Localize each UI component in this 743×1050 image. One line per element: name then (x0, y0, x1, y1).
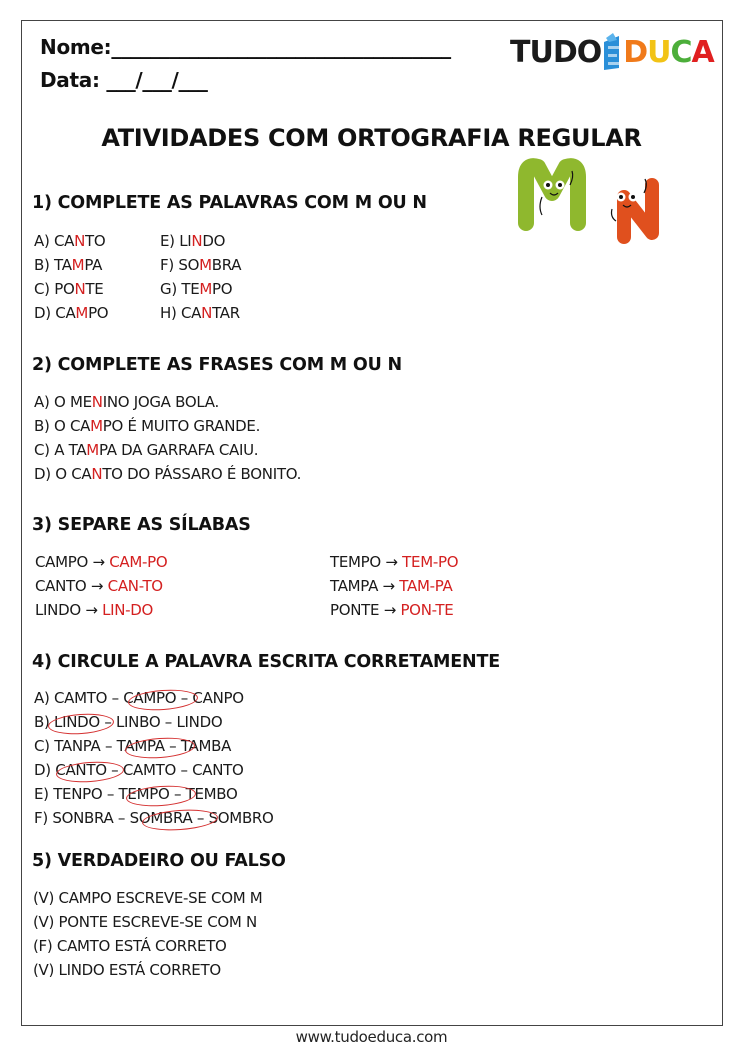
s1-item-e: E) LINDO (160, 232, 226, 250)
s3-item-canto: CANTO → CAN-TO (35, 577, 163, 595)
logo-d: D (623, 34, 648, 70)
date-field: Data: ___/___/___ (40, 68, 208, 92)
s4-item-e: E) TENPO – TEMPO – TEMBO (34, 785, 238, 803)
tudoeduca-logo (510, 28, 714, 76)
s3-item-lindo: LINDO → LIN-DO (35, 601, 154, 619)
s4-item-c: C) TANPA – TAMPA – TAMBA (34, 737, 232, 755)
letter-m-character-icon (526, 166, 578, 223)
s5-item-2: (V) PONTE ESCREVE-SE COM N (33, 913, 257, 931)
mn-letters-illustration (512, 155, 677, 245)
logo-c: C (670, 34, 692, 70)
logo-book-e-icon (601, 32, 623, 72)
arrow-right-icon: → (385, 553, 398, 571)
s2-item-b: B) O CAMPO É MUITO GRANDE. (34, 417, 261, 435)
s1-item-h: H) CANTAR (160, 304, 240, 322)
s5-item-3: (F) CAMTO ESTÁ CORRETO (33, 937, 227, 955)
s5-item-1: (V) CAMPO ESCREVE-SE COM M (33, 889, 263, 907)
arrow-right-icon: → (85, 601, 98, 619)
s2-item-a: A) O MENINO JOGA BOLA. (34, 393, 219, 411)
name-field: Nome:___________________________________ (40, 35, 451, 59)
s1-item-c: C) PONTE (34, 280, 104, 298)
s1-item-f: F) SOMBRA (160, 256, 242, 274)
letter-n-character-icon (612, 179, 653, 237)
s4-item-f: F) SONBRA – SOMBRA – SOMBRO (34, 809, 274, 827)
arrow-right-icon: → (382, 577, 395, 595)
section-5-heading: 5) VERDADEIRO OU FALSO (32, 851, 286, 871)
s4-item-a: A) CAMTO – CAMPO – CANPO (34, 689, 244, 707)
arrow-right-icon: → (90, 577, 104, 595)
s4-item-b: B) LINDO – LINBO – LINDO (34, 713, 223, 731)
s2-item-c: C) A TAMPA DA GARRAFA CAIU. (34, 441, 259, 459)
s5-item-4: (V) LINDO ESTÁ CORRETO (33, 961, 221, 979)
logo-a: A (691, 34, 714, 70)
s3-item-ponte: PONTE → PON-TE (330, 601, 454, 619)
section-1-heading: 1) COMPLETE AS PALAVRAS COM M OU N (32, 193, 427, 213)
section-3-heading: 3) SEPARE AS SÍLABAS (32, 515, 251, 535)
s1-item-b: B) TAMPA (34, 256, 103, 274)
s3-item-tempo: TEMPO → TEM-PO (330, 553, 459, 571)
s2-item-d: D) O CANTO DO PÁSSARO É BONITO. (34, 465, 302, 483)
logo-tudo: TUDO (510, 34, 602, 70)
arrow-right-icon: → (383, 601, 396, 619)
page-title: ATIVIDADES COM ORTOGRAFIA REGULAR (101, 124, 642, 152)
s4-item-d: D) CANTO – CAMTO – CANTO (34, 761, 244, 779)
arrow-right-icon: → (92, 553, 105, 571)
s3-item-campo: CAMPO → CAM-PO (35, 553, 168, 571)
s1-item-a: A) CANTO (34, 232, 106, 250)
s3-item-tampa: TAMPA → TAM-PA (330, 577, 453, 595)
s1-item-g: G) TEMPO (160, 280, 233, 298)
logo-u: U (647, 34, 671, 70)
section-4-heading: 4) CIRCULE A PALAVRA ESCRITA CORRETAMENTE (32, 652, 500, 672)
footer-website: www.tudoeduca.com (295, 1028, 448, 1046)
s1-item-d: D) CAMPO (34, 304, 109, 322)
section-2-heading: 2) COMPLETE AS FRASES COM M OU N (32, 355, 402, 375)
